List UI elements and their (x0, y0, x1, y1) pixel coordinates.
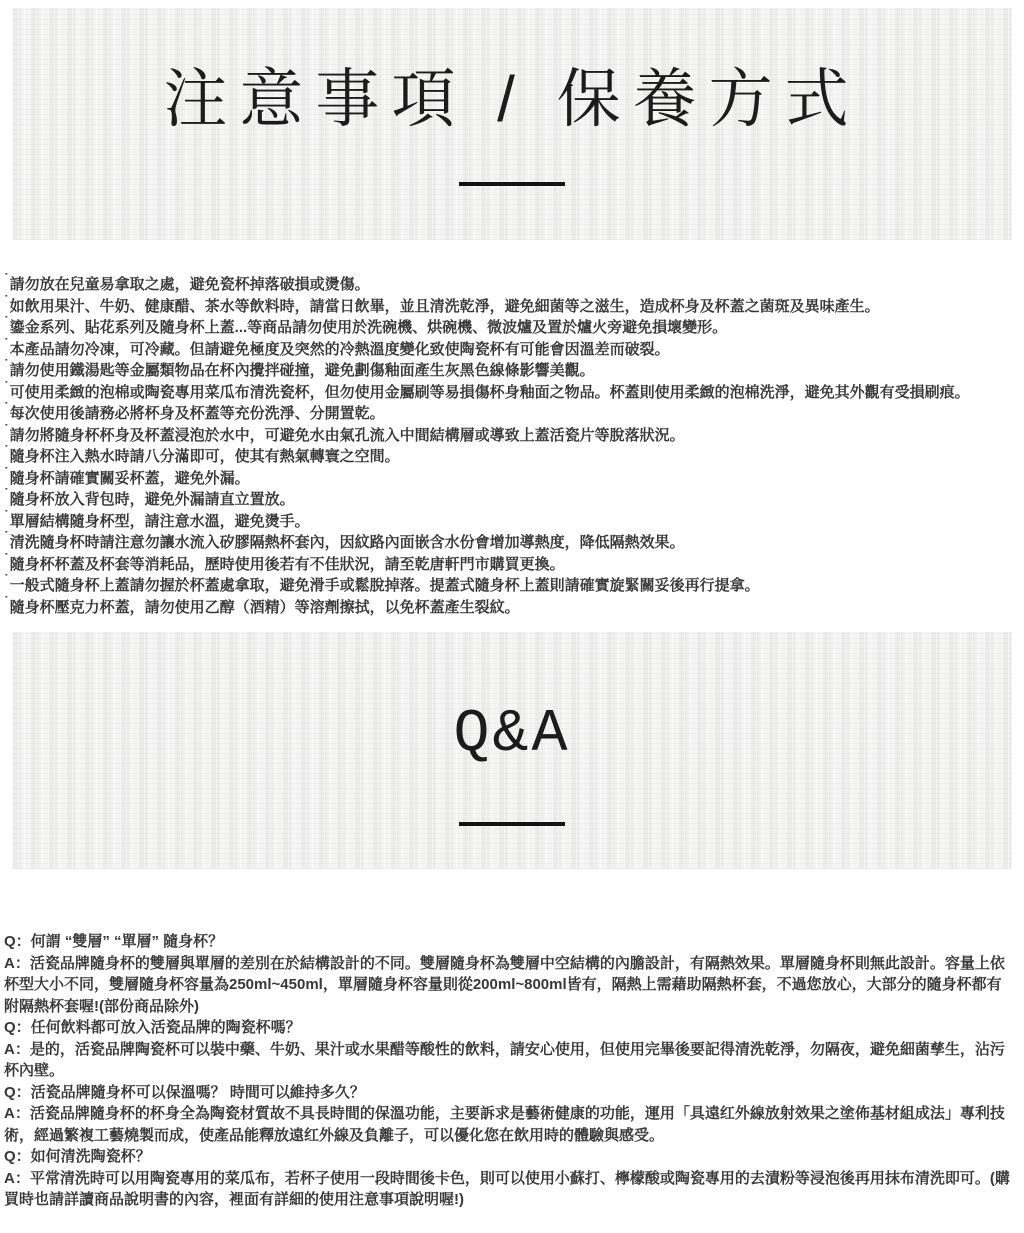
answer-label: A： (4, 1169, 30, 1187)
answer-label: A： (4, 1040, 30, 1058)
note-item: ˙單層結構隨身杯型，請注意水溫，避免燙手。 (4, 506, 310, 530)
note-item: ˙隨身杯壓克力杯蓋，請勿使用乙醇（酒精）等溶劑擦拭，以免杯蓋產生裂紋。 (4, 592, 520, 616)
note-item: ˙隨身杯杯蓋及杯套等消耗品，歷時使用後若有不佳狀況，請至乾唐軒門市購買更換。 (4, 549, 565, 573)
qa-section (4, 931, 1016, 1211)
question-text: 活瓷品牌隨身杯可以保溫嗎？ 時間可以維持多久？ (30, 1083, 365, 1101)
qa-question-line (4, 1146, 1016, 1168)
qa-answer-line (4, 1168, 1016, 1211)
note-item: ˙隨身杯放入背包時，避免外漏請直立置放。 (4, 485, 295, 508)
qa-divider-line (459, 822, 565, 826)
question-label: Q： (4, 1019, 31, 1036)
note-text: 隨身杯壓克力杯蓋，請勿使用乙醇（酒精）等溶劑擦拭，以免杯蓋產生裂紋。 (9, 598, 520, 616)
note-item: ˙每次使用後請務必將杯身及杯蓋等充份洗淨、分開置乾。 (4, 399, 385, 422)
note-item: ˙隨身杯請確實關妥杯蓋，避免外漏。 (4, 463, 250, 487)
answer-text: 是的，活瓷品牌陶瓷杯可以裝中藥、牛奶、果汁或水果醋等酸性的飲料，請安心使用，但使用完畢後要記得清洗乾淨，勿隔夜，避免細菌孳生，沾污杯內壁。 (4, 1040, 1005, 1079)
question-text: 如何清洗陶瓷杯？ (30, 1148, 151, 1165)
answer-text: 活瓷品牌隨身杯的杯身全為陶瓷材質故不具長時間的保溫功能，主要訴求是藝術健康的功能，運用「具遠红外線放射效果之塗佈基材組成法」專利技術，經過繁複工藝燒製而成，使產品能釋放遠红外線及負離子，可以優化您在飲用時的體驗與感受。 (4, 1105, 1005, 1144)
note-text: 一般式隨身杯上蓋請勿握於杯蓋處拿取，避免滑手或鬆脫掉落。提蓋式隨身杯上蓋則請確實旋緊關妥後再行提拿。 (9, 577, 760, 594)
notes-list (4, 270, 1016, 618)
note-text: 請勿放在兒童易拿取之處，避免瓷杯掉落破損或燙傷。 (9, 276, 370, 293)
note-text: 鎏金系列、貼花系列及隨身杯上蓋...等商品請勿使用於洗碗機、烘碗機、微波爐及置於爐火旁避免損壞變形。 (9, 319, 728, 336)
note-text: 如飲用果汁、牛奶、健康醋、茶水等飲料時，請當日飲畢，並且清洗乾淨，避免細菌等之滋生，造成杯身及杯蓋之菌斑及異味產生。 (9, 297, 880, 315)
note-item: ˙可使用柔緻的泡棉或陶瓷專用菜瓜布清洗瓷杯，但勿使用金屬刷等易損傷杯身釉面之物品。杯蓋則使用柔緻的泡棉洗淨，避免其外觀有受損刷痕。 (4, 377, 970, 401)
note-text: 單層結構隨身杯型，請注意水溫，避免燙手。 (9, 512, 310, 530)
notes-banner (12, 8, 1012, 240)
qa-question-line (4, 1082, 1016, 1104)
qa-answer-line (4, 1103, 1016, 1146)
qa-question-line (4, 931, 1016, 953)
answer-label: A： (4, 1105, 30, 1122)
question-label: Q： (4, 933, 31, 950)
answer-label: A： (4, 954, 30, 972)
note-text: 隨身杯放入背包時，避免外漏請直立置放。 (9, 491, 295, 508)
note-text: 隨身杯杯蓋及杯套等消耗品，歷時使用後若有不佳狀況，請至乾唐軒門市購買更換。 (9, 555, 565, 573)
question-label: Q： (4, 1083, 31, 1101)
qa-answer-line (4, 1039, 1016, 1082)
answer-text: 活瓷品牌隨身杯的雙層與單層的差別在於結構設計的不同。雙層隨身杯為雙層中空結構的內膽設計，有隔熱效果。單層隨身杯則無此設計。容量上依杯型大小不同，雙層隨身杯容量為250ml~450ml，單層隨身杯容量則從200ml~800ml皆有，隔熱上需藉助隔熱杯套，不過您放心，大部分的隨身杯都有附隔熱杯套喔!(部份商品除外) (4, 954, 1005, 1015)
note-text: 隨身杯請確實關妥杯蓋，避免外漏。 (9, 469, 250, 487)
care-instructions-page (0, 8, 1024, 1233)
note-text: 每次使用後請務必將杯身及杯蓋等充份洗淨、分開置乾。 (9, 405, 385, 422)
note-text: 可使用柔緻的泡棉或陶瓷專用菜瓜布清洗瓷杯，但勿使用金屬刷等易損傷杯身釉面之物品。杯蓋則使用柔緻的泡棉洗淨，避免其外觀有受損刷痕。 (9, 383, 970, 401)
note-item: ˙請勿將隨身杯杯身及杯蓋浸泡於水中，可避免水由氣孔流入中間結構層或導致上蓋活瓷片等脫落狀況。 (4, 420, 685, 444)
note-item: ˙一般式隨身杯上蓋請勿握於杯蓋處拿取，避免滑手或鬆脫掉落。提蓋式隨身杯上蓋則請確實旋緊關妥後再行提拿。 (4, 571, 760, 594)
question-label: Q： (4, 1148, 31, 1165)
qa-answer-line (4, 953, 1016, 1018)
qa-question-line (4, 1017, 1016, 1039)
notes-divider-line (459, 182, 565, 186)
note-item: ˙清洗隨身杯時請注意勿讓水流入矽膠隔熱杯套內，因紋路內面嵌含水份會增加導熱度，降低隔熱效果。 (4, 528, 685, 551)
notes-banner-title: 注意事項 / 保養方式 (163, 63, 861, 135)
note-item: ˙如飲用果汁、牛奶、健康醋、茶水等飲料時，請當日飲畢，並且清洗乾淨，避免細菌等之滋生，造成杯身及杯蓋之菌斑及異味產生。 (4, 291, 880, 315)
note-item: ˙本產品請勿冷凍，可冷藏。但請避免極度及突然的冷熱溫度變化致使陶瓷杯有可能會因溫差而破裂。 (4, 334, 670, 358)
note-text: 清洗隨身杯時請注意勿讓水流入矽膠隔熱杯套內，因紋路內面嵌含水份會增加導熱度，降低隔熱效果。 (9, 534, 685, 551)
note-text: 本產品請勿冷凍，可冷藏。但請避免極度及突然的冷熱溫度變化致使陶瓷杯有可能會因溫差而破裂。 (9, 340, 670, 358)
note-item: ˙請勿放在兒童易拿取之處，避免瓷杯掉落破損或燙傷。 (4, 270, 370, 293)
qa-banner (12, 632, 1012, 869)
question-text: 任何飲料都可放入活瓷品牌的陶瓷杯嗎？ (30, 1019, 301, 1036)
answer-text: 平常清洗時可以用陶瓷專用的菜瓜布，若杯子使用一段時間後卡色，則可以使用小蘇打、檸檬酸或陶瓷專用的去漬粉等浸泡後再用抹布清洗即可。(購買時也請詳讀商品說明書的內容，裡面有詳細的使用注意事項說明喔!) (4, 1169, 1010, 1208)
note-item: ˙鎏金系列、貼花系列及隨身杯上蓋...等商品請勿使用於洗碗機、烘碗機、微波爐及置於爐火旁避免損壞變形。 (4, 313, 728, 336)
note-text: 請勿使用鐵湯匙等金屬類物品在杯內攪拌碰撞，避免劃傷釉面產生灰黑色線條影響美觀。 (9, 362, 595, 379)
note-text: 隨身杯注入熱水時請八分滿即可，使其有熱氣轉寰之空間。 (9, 448, 400, 465)
note-text: 請勿將隨身杯杯身及杯蓋浸泡於水中，可避免水由氣孔流入中間結構層或導致上蓋活瓷片等脫落狀況。 (9, 426, 685, 444)
note-item: ˙請勿使用鐵湯匙等金屬類物品在杯內攪拌碰撞，避免劃傷釉面產生灰黑色線條影響美觀。 (4, 356, 595, 379)
qa-banner-title: Q&A (453, 701, 571, 769)
note-item: ˙隨身杯注入熱水時請八分滿即可，使其有熱氣轉寰之空間。 (4, 442, 400, 465)
question-text: 何謂 “雙層” “單層” 隨身杯？ (30, 933, 224, 950)
